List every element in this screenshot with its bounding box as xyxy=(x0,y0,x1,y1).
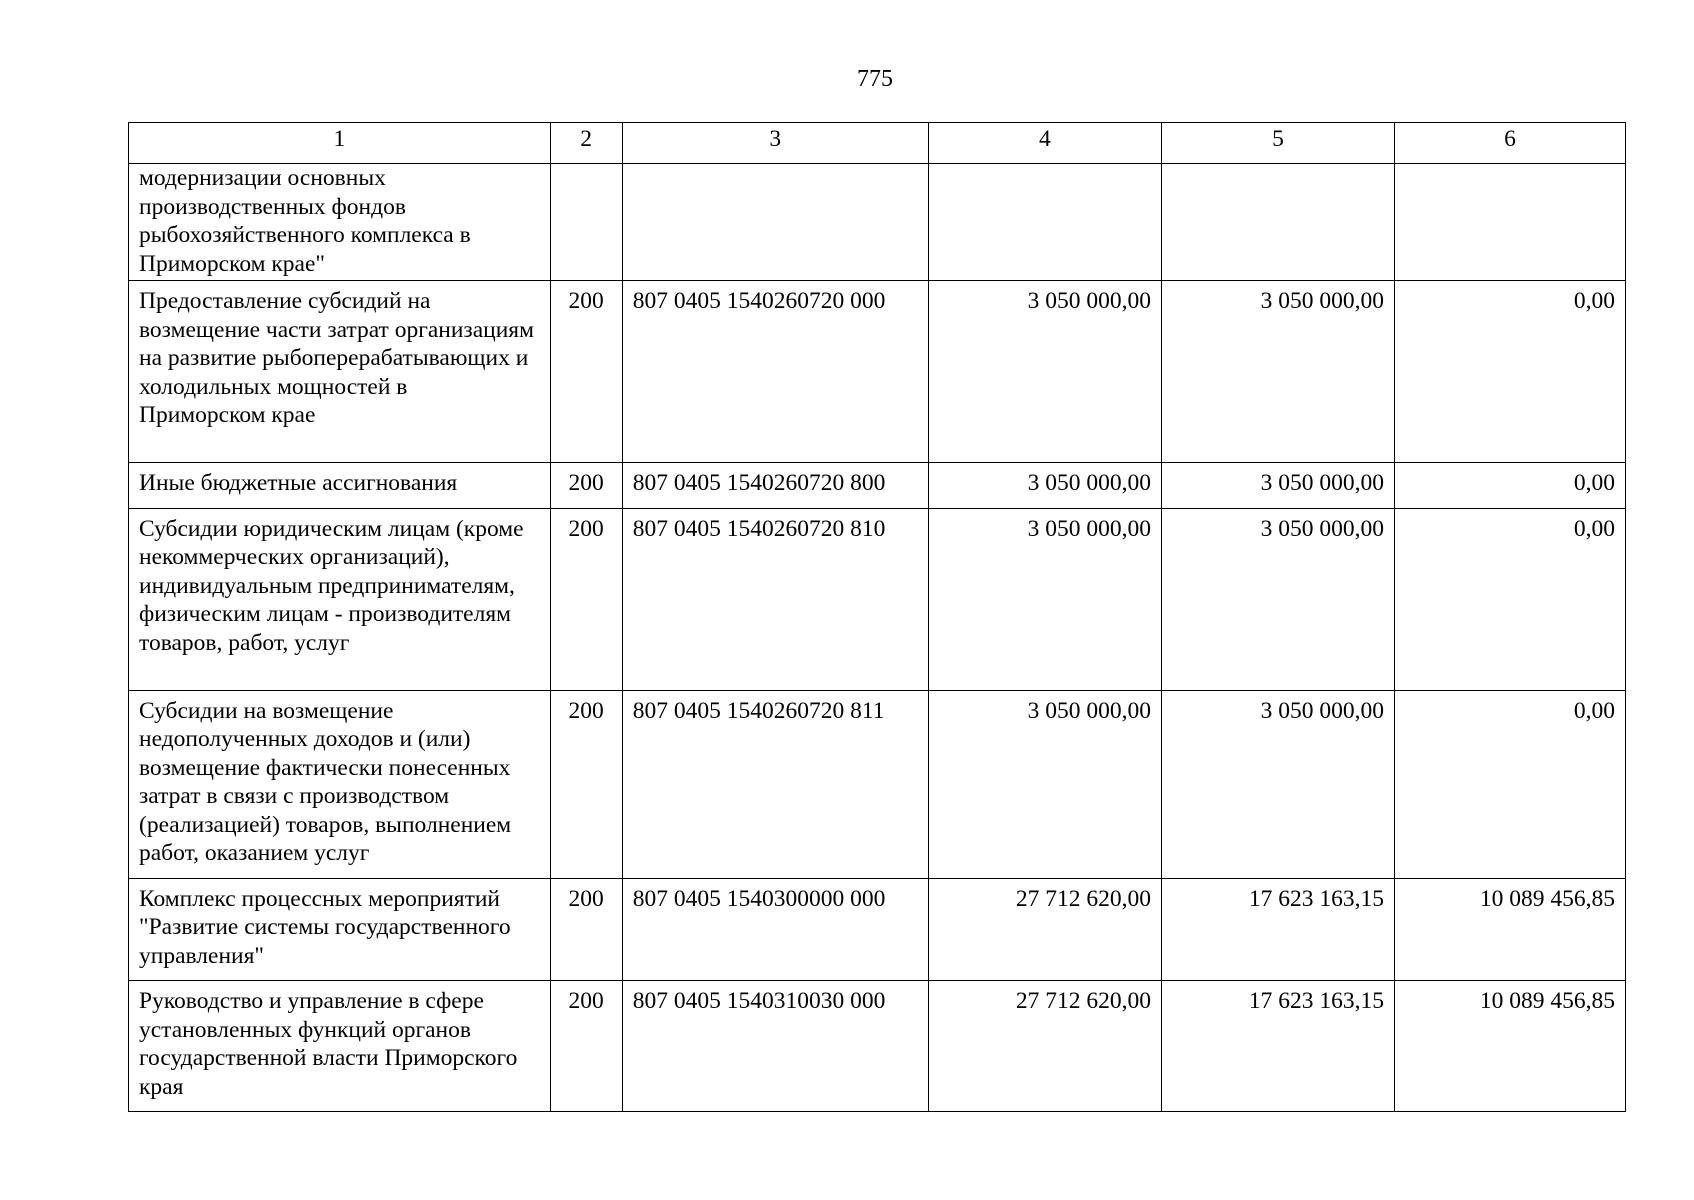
table-row xyxy=(129,463,1626,509)
row-code-cell: 807 0405 1540260720 810 xyxy=(622,508,928,690)
table-row xyxy=(129,981,1626,1112)
row-col5-cell xyxy=(1161,164,1394,281)
row-code-cell: 807 0405 1540260720 811 xyxy=(622,690,928,878)
header-cell-1: 1 xyxy=(129,123,551,164)
row-name-cell: Субсидии на возмещение недополученных доходов и (или) возмещение фактически понесенных затрат в связи с производством (реализацией) товаров, выполнением работ, оказанием услуг xyxy=(129,690,551,878)
row-col5-cell: 3 050 000,00 xyxy=(1161,281,1394,463)
row-ved-cell: 200 xyxy=(550,281,622,463)
row-code-cell: 807 0405 1540260720 800 xyxy=(622,463,928,509)
row-col6-cell: 0,00 xyxy=(1395,508,1626,690)
table-row xyxy=(129,878,1626,981)
row-ved-cell xyxy=(550,164,622,281)
row-name-cell: Руководство и управление в сфере установленных функций органов государственной власти Приморского края xyxy=(129,981,551,1112)
row-col4-cell: 3 050 000,00 xyxy=(928,508,1161,690)
row-col6-cell: 10 089 456,85 xyxy=(1395,981,1626,1112)
row-col5-cell: 17 623 163,15 xyxy=(1161,878,1394,981)
row-col6-cell: 0,00 xyxy=(1395,690,1626,878)
header-cell-2: 2 xyxy=(550,123,622,164)
header-cell-5: 5 xyxy=(1161,123,1394,164)
row-col6-cell xyxy=(1395,164,1626,281)
row-name-cell: Комплекс процессных мероприятий "Развитие системы государственного управления" xyxy=(129,878,551,981)
row-col4-cell xyxy=(928,164,1161,281)
row-col5-cell: 3 050 000,00 xyxy=(1161,463,1394,509)
row-name-cell: модернизации основных производственных фондов рыбохозяйственного комплекса в Приморском крае" xyxy=(129,164,551,281)
row-col4-cell: 3 050 000,00 xyxy=(928,281,1161,463)
header-row xyxy=(129,123,1626,164)
row-code-cell: 807 0405 1540310030 000 xyxy=(622,981,928,1112)
row-ved-cell: 200 xyxy=(550,463,622,509)
header-cell-4: 4 xyxy=(928,123,1161,164)
table-row xyxy=(129,508,1626,690)
table-row xyxy=(129,690,1626,878)
budget-table xyxy=(128,122,1626,1112)
header-cell-6: 6 xyxy=(1395,123,1626,164)
row-col5-cell: 3 050 000,00 xyxy=(1161,508,1394,690)
row-col5-cell: 3 050 000,00 xyxy=(1161,690,1394,878)
row-name-cell: Субсидии юридическим лицам (кроме некоммерческих организаций), индивидуальным предпринимателям, физическим лицам - производителям товаров, работ, услуг xyxy=(129,508,551,690)
row-name-cell: Предоставление субсидий на возмещение части затрат организациям на развитие рыбоперерабатывающих и холодильных мощностей в Приморском крае xyxy=(129,281,551,463)
row-ved-cell: 200 xyxy=(550,508,622,690)
row-code-cell: 807 0405 1540260720 000 xyxy=(622,281,928,463)
row-col4-cell: 27 712 620,00 xyxy=(928,981,1161,1112)
page-number: 775 xyxy=(857,66,893,92)
row-col4-cell: 3 050 000,00 xyxy=(928,463,1161,509)
row-col6-cell: 0,00 xyxy=(1395,463,1626,509)
row-ved-cell: 200 xyxy=(550,878,622,981)
table-row xyxy=(129,164,1626,281)
row-col6-cell: 10 089 456,85 xyxy=(1395,878,1626,981)
table-row xyxy=(129,281,1626,463)
row-name-cell: Иные бюджетные ассигнования xyxy=(129,463,551,509)
row-ved-cell: 200 xyxy=(550,981,622,1112)
row-code-cell xyxy=(622,164,928,281)
header-cell-3: 3 xyxy=(622,123,928,164)
row-col5-cell: 17 623 163,15 xyxy=(1161,981,1394,1112)
row-col4-cell: 27 712 620,00 xyxy=(928,878,1161,981)
row-code-cell: 807 0405 1540300000 000 xyxy=(622,878,928,981)
row-col4-cell: 3 050 000,00 xyxy=(928,690,1161,878)
row-col6-cell: 0,00 xyxy=(1395,281,1626,463)
row-ved-cell: 200 xyxy=(550,690,622,878)
